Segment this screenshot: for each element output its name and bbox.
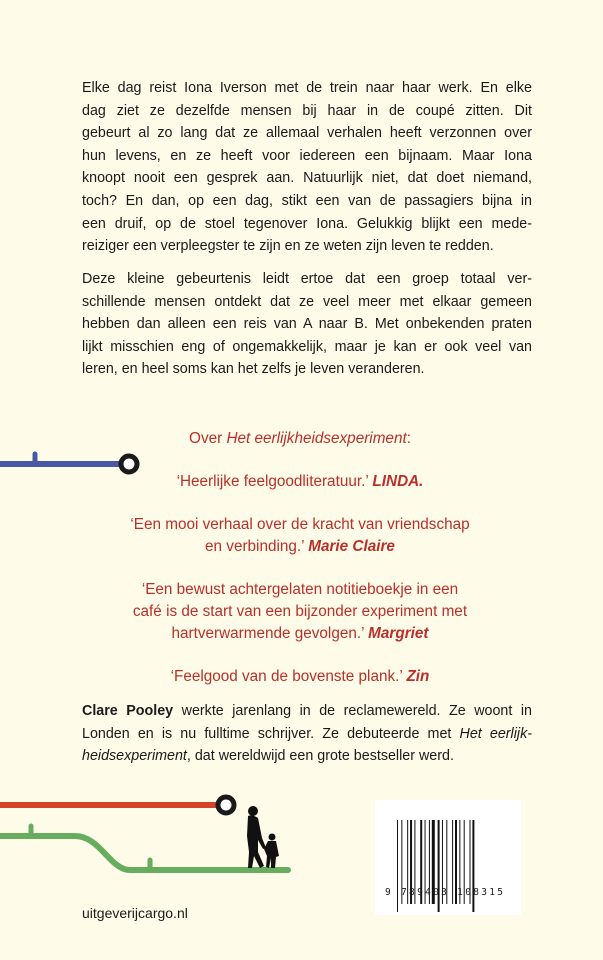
blurb-paragraph-1 bbox=[82, 77, 532, 258]
quote-text: en verbinding.’ bbox=[205, 538, 309, 555]
text-line: Deze kleine gebeurtenis leidt ertoe dat een groep totaal ver- bbox=[82, 271, 532, 287]
review-quote bbox=[60, 579, 540, 645]
publisher-website[interactable]: uitgeverijcargo.nl bbox=[82, 905, 188, 921]
station-icon bbox=[218, 797, 234, 813]
book-title: heidsexperiment bbox=[82, 748, 187, 765]
text-line: Elke dag reist Iona Iverson met de trein naar haar werk. En elke bbox=[82, 80, 532, 96]
quote-text: ‘Een mooi verhaal over de kracht van vriendschap bbox=[130, 516, 470, 533]
text-line bbox=[82, 700, 532, 723]
review-quote bbox=[60, 514, 540, 558]
text-line: hebben dan alleen een reis van A naar B. Met onbekenden praten bbox=[82, 316, 532, 333]
text-line: hun levens, en ze heeft voor iedereen een bijnaam. Maar Iona bbox=[82, 147, 532, 164]
text-line: reiziger een verpleegster te zijn en ze weten zijn leven te redden. bbox=[82, 238, 494, 255]
bio-text: Londen en is nu fulltime schrijver. Ze debuteerde met bbox=[82, 725, 460, 742]
text-line: toch? En dan, op een dag, stikt een van de passagiers bijna in bbox=[82, 192, 532, 209]
text-line: dag ziet ze dezelfde mensen bij haar in de coupé zitten. Dit bbox=[82, 102, 532, 119]
barcode-bar bbox=[397, 820, 398, 912]
bio-text: , dat wereldwijd een grote bestseller werd. bbox=[186, 748, 454, 765]
text-line: knoopt nooit een gesprek aan. Natuurlijk niet, dat doet niemand, bbox=[82, 170, 532, 187]
bio-text: werkte jarenlang in de reclamewereld. Ze woont in bbox=[173, 703, 532, 719]
reviews-section bbox=[60, 428, 540, 709]
author-name: Clare Pooley bbox=[82, 703, 174, 719]
quote-source: Margriet bbox=[368, 625, 429, 642]
text-line bbox=[82, 723, 532, 746]
barcode-bar bbox=[472, 820, 474, 912]
blurb-paragraph-2 bbox=[82, 268, 532, 381]
text-line: lijkt misschien eng of ongemakkelijk, maar je kan er ook veel van bbox=[82, 338, 532, 355]
quote-text: café is de start van een bijzonder experiment met bbox=[132, 603, 468, 620]
quote-source: Zin bbox=[406, 668, 430, 685]
mother-child-silhouette-icon bbox=[247, 806, 279, 868]
quote-text: ‘Een bewust achtergelaten notitieboekje in een bbox=[141, 581, 459, 598]
book-title: Het eerlijk- bbox=[459, 725, 532, 742]
quote-source: LINDA. bbox=[372, 473, 424, 490]
reviews-intro bbox=[60, 428, 540, 450]
intro-suffix: : bbox=[406, 430, 411, 447]
quote-text: ‘Heerlijke feelgoodliteratuur.’ bbox=[176, 473, 373, 490]
red-metro-line bbox=[0, 797, 234, 813]
text-line: schillende mensen ontdekt dat ze veel meer met elkaar gemeen bbox=[82, 293, 532, 310]
author-bio bbox=[82, 700, 532, 768]
green-metro-line bbox=[0, 826, 288, 870]
quote-text: hartverwarmende gevolgen.’ bbox=[171, 625, 369, 642]
isbn-barcode bbox=[375, 800, 521, 915]
text-line: gebeurt al zo lang dat ze allemaal verhalen heeft verzonnen over bbox=[82, 125, 532, 142]
quote-source: Marie Claire bbox=[308, 538, 395, 555]
book-title: Het eerlijkheidsexperiment bbox=[226, 430, 407, 447]
review-quote bbox=[60, 471, 540, 493]
quote-text: ‘Feelgood van de bovenste plank.’ bbox=[170, 668, 407, 685]
intro-prefix: Over bbox=[189, 430, 227, 447]
text-line bbox=[82, 745, 532, 768]
review-quote bbox=[60, 666, 540, 688]
barcode-bar bbox=[438, 820, 440, 912]
text-line: leren, en heel soms kan het zelfs je leven veranderen. bbox=[82, 361, 425, 378]
isbn-number: 9 789403 108315 bbox=[385, 887, 506, 898]
text-line: een druif, op de stoel tegenover Iona. Gelukkig blijkt een mede- bbox=[82, 215, 532, 232]
